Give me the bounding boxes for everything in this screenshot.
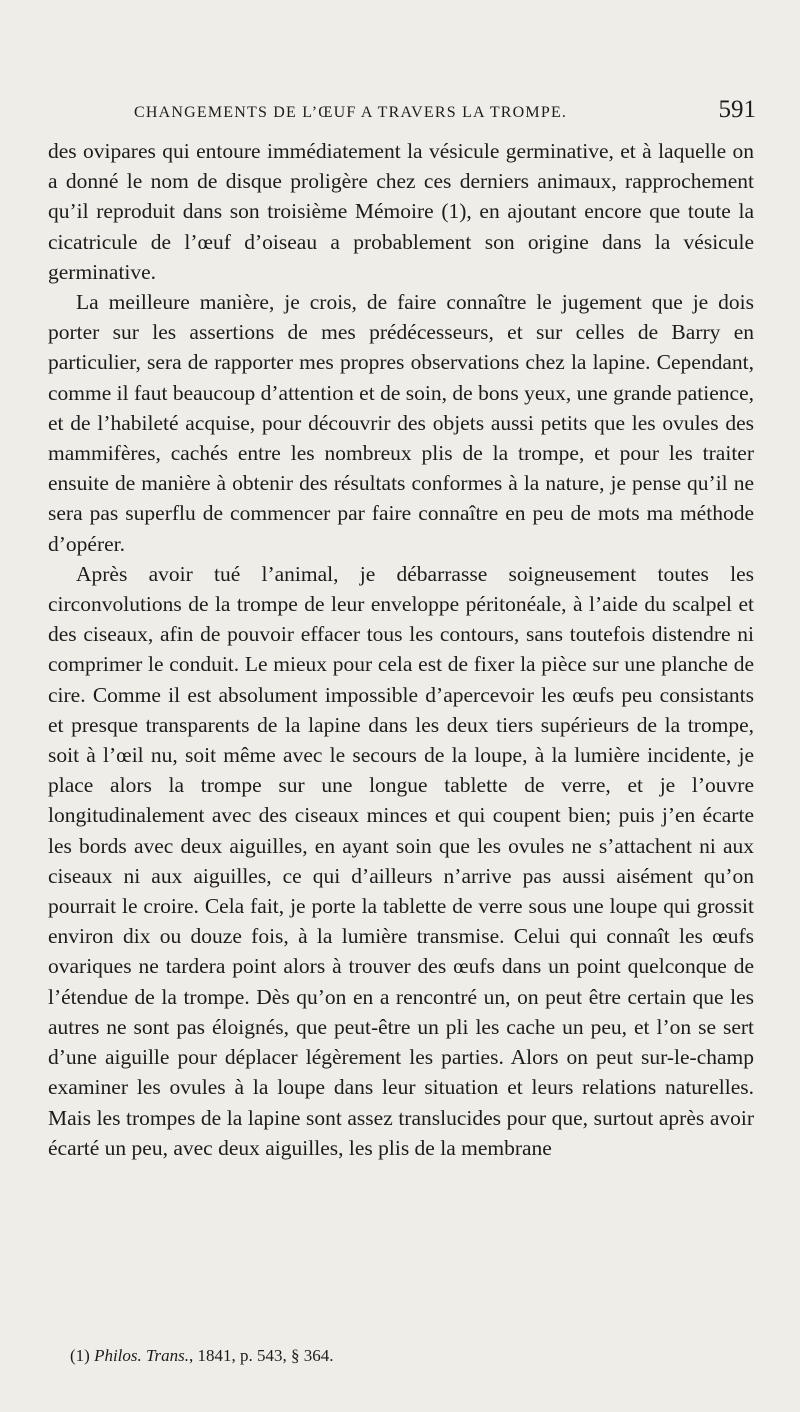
- running-title: CHANGEMENTS DE L’ŒUF A TRAVERS LA TROMPE.: [134, 104, 568, 121]
- footnote-reference: , 1841, p. 543, § 364.: [189, 1346, 334, 1365]
- body-text: [48, 136, 754, 1163]
- footnote: [70, 1346, 750, 1366]
- paragraph: Après avoir tué l’animal, je débarrasse soigneusement toutes les circonvolutions de la trompe de leur enveloppe péritonéale, à l’aide du scalpel et des ciseaux, afin de pouvoir effacer tous les contours, sans toutefois distendre ni comprimer le conduit. Le mieux pour cela est de fixer la pièce sur une planche de cire. Comme il est absolument impossible d’apercevoir les œufs peu consistants et presque transparents de la lapine dans les deux tiers supérieurs de la trompe, soit à l’œil nu, soit même avec le secours de la loupe, à la lumière incidente, je place alors la trompe sur une longue tablette de verre, et je l’ouvre longitudinalement avec des ciseaux minces et qui coupent bien; puis j’en écarte les bords avec deux aiguilles, en ayant soin que les ovules ne s’attachent ni aux ciseaux ni aux aiguilles, ce qui d’ailleurs n’arrive pas aussi aisément qu’on pourrait le croire. Cela fait, je porte la tablette de verre sous une loupe qui grossit environ dix ou douze fois, à la lumière transmise. Celui qui connaît les œufs ovariques ne tardera point alors à trouver des œufs dans un point quelconque de l’étendue de la trompe. Dès qu’on en a rencontré un, on peut être certain que les autres ne sont pas éloignés, que peut-être un pli les cache un peu, et l’on se sert d’une aiguille pour déplacer légèrement les parties. Alors on peut sur-le-champ examiner les ovules à la loupe dans leur situation et leurs relations naturelles. Mais les trompes de la lapine sont assez translucides pour que, surtout après avoir écarté un peu, avec deux aiguilles, les plis de la membrane: [48, 561, 754, 1160]
- page-header: [48, 94, 756, 130]
- page-number: 591: [718, 96, 756, 123]
- paragraph: La meilleure manière, je crois, de faire connaître le jugement que je dois porter sur les assertions de mes prédécesseurs, et sur celles de Barry en particulier, sera de rapporter mes propres observations chez la lapine. Cependant, comme il faut beaucoup d’attention et de soin, de bons yeux, une grande patience, et de l’habileté acquise, pour découvrir des objets aussi petits que les ovules des mammifères, cachés entre les nombreux plis de la trompe, et pour les traiter ensuite de manière à obtenir des résultats conformes à la nature, je pense qu’il ne sera pas superflu de commencer par faire connaître en peu de mots ma méthode d’opérer.: [48, 290, 754, 556]
- footnote-source: Philos. Trans.: [94, 1346, 190, 1365]
- paragraph-continued: des ovipares qui entoure immédiatement la vésicule germinative, et à laquelle on a donné le nom de disque proligère chez ces derniers animaux, rapprochement qu’il reproduit dans son troisième Mémoire (1), en ajoutant encore que toute la cicatricule de l’œuf d’oiseau a probablement son origine dans la vésicule germinative.: [48, 139, 754, 284]
- footnote-marker: (1): [70, 1346, 90, 1365]
